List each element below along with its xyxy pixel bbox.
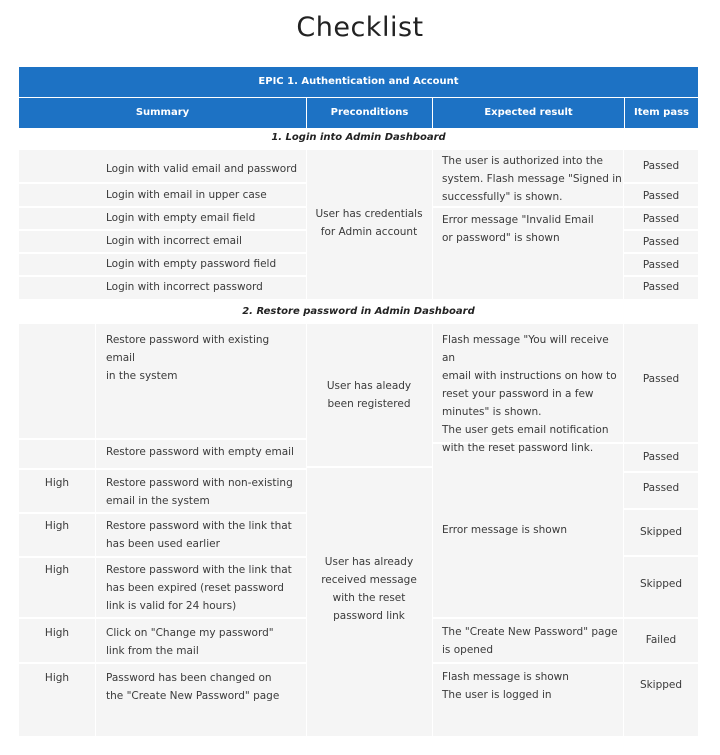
priority-cell: High	[44, 477, 70, 489]
header-preconditions: Preconditions	[306, 98, 432, 128]
summary-cell: Restore password with empty email	[106, 446, 294, 458]
status-badge: Skipped	[639, 578, 683, 590]
status-badge: Skipped	[639, 526, 683, 538]
priority-cell: High	[44, 672, 70, 684]
expected-result-cell: The "Create New Password" page is opened	[442, 626, 618, 656]
summary-cell: Click on "Change my password" link from the mail	[106, 627, 274, 657]
expected-result-cell: Flash message "You will receive an email with instructions on how to reset your password in a few minutes" is shown. The user gets email notification with the reset password link.	[442, 334, 617, 454]
summary-cell: Password has been changed on the "Create New Password" page	[106, 672, 280, 702]
summary-cell: Restore password with existing email in the system	[106, 334, 270, 382]
status-badge: Passed	[642, 281, 680, 293]
expected-result-cell: The user is authorized into the system. Flash message "Signed in successfully" is shown.	[442, 155, 622, 203]
preconditions-cell: User has already received message with the reset password link	[321, 556, 417, 622]
summary-cell: Restore password with the link that has been expired (reset password link is valid for 24 hours)	[106, 564, 292, 612]
status-badge: Passed	[642, 259, 680, 271]
status-badge: Passed	[642, 160, 680, 172]
summary-cell: Login with incorrect password	[106, 281, 263, 293]
priority-cell: High	[44, 564, 70, 576]
summary-cell: Restore password with non-existing email in the system	[106, 477, 293, 507]
expected-result-cell: Error message "Invalid Email or password" is shown	[442, 214, 594, 244]
preconditions-cell: User has credentials for Admin account	[315, 208, 423, 238]
summary-cell: Login with empty password field	[106, 258, 277, 270]
status-badge: Skipped	[639, 679, 683, 691]
summary-cell: Restore password with the link that has been used earlier	[106, 520, 292, 550]
summary-cell: Login with incorrect email	[106, 235, 242, 247]
section-title: 2. Restore password in Admin Dashboard	[19, 302, 698, 322]
priority-cell: High	[44, 520, 70, 532]
status-badge: Passed	[642, 236, 680, 248]
page-title: Checklist	[296, 12, 424, 43]
epic-header: EPIC 1. Authentication and Account	[19, 67, 698, 97]
summary-cell: Login with empty email field	[106, 212, 256, 224]
status-badge: Passed	[642, 482, 680, 494]
status-badge: Failed	[645, 634, 677, 646]
status-badge: Passed	[642, 373, 680, 385]
section-title: 1. Login into Admin Dashboard	[19, 128, 698, 148]
summary-cell: Login with email in upper case	[106, 189, 267, 201]
status-badge: Passed	[642, 190, 680, 202]
header-summary: Summary	[19, 98, 306, 128]
summary-cell: Login with valid email and password	[106, 163, 297, 175]
expected-result-cell: Flash message is shown The user is logged in	[442, 671, 569, 701]
status-badge: Passed	[642, 451, 680, 463]
header-expected-result: Expected result	[432, 98, 624, 128]
status-badge: Passed	[642, 213, 680, 225]
header-item-pass: Item pass	[624, 98, 698, 128]
preconditions-cell: User has aleady been registered	[326, 380, 412, 410]
priority-cell: High	[44, 627, 70, 639]
expected-result-cell: Error message is shown	[442, 524, 567, 536]
